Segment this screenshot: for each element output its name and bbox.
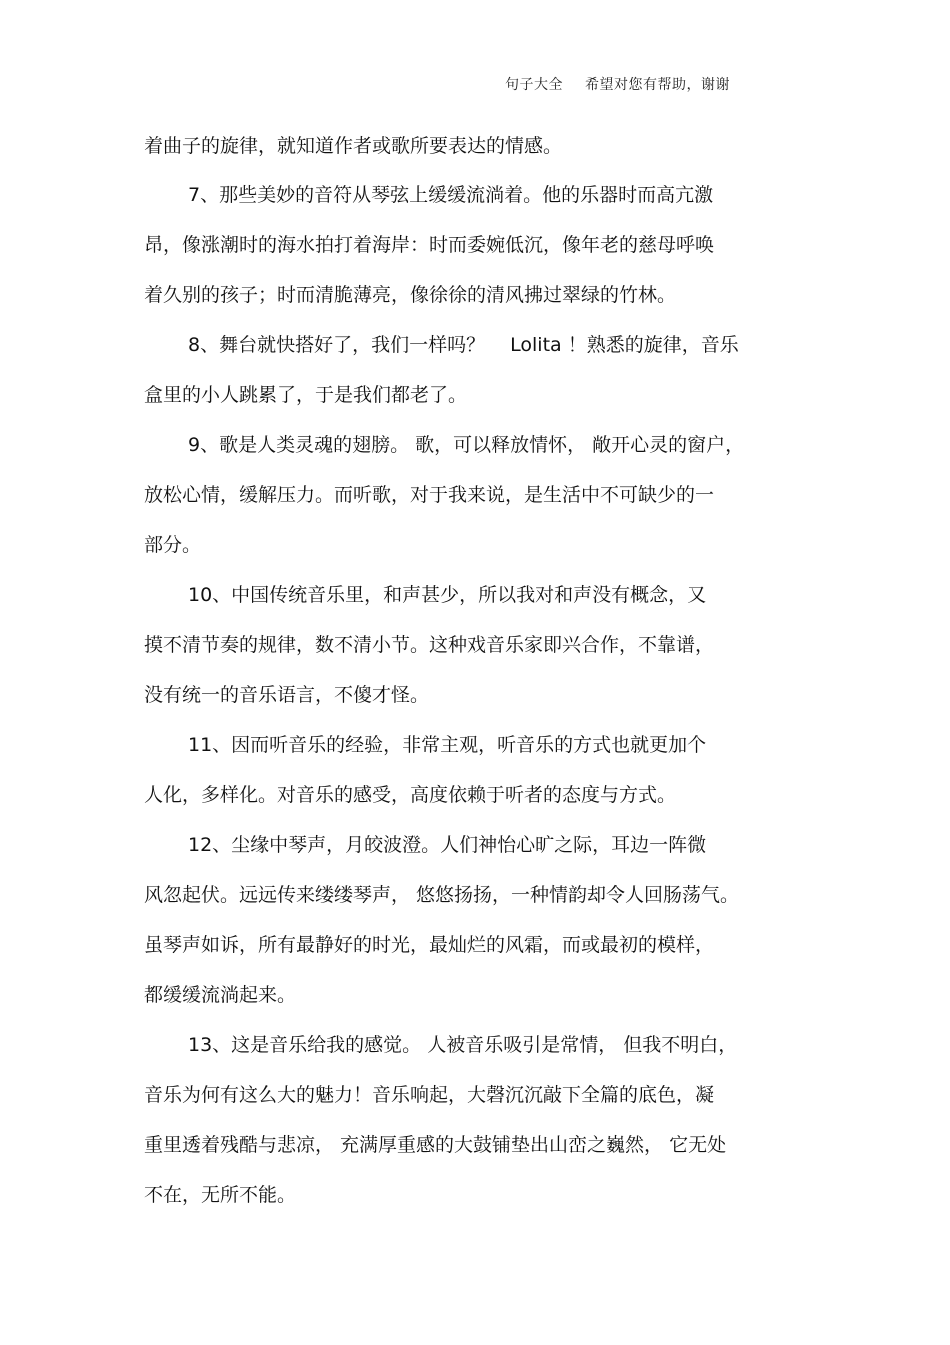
text-line: 重里透着残酷与悲凉， 充满厚重感的大鼓铺垫出山峦之巍然， 它无处 bbox=[144, 1134, 727, 1156]
text-line: 着久别的孩子；时而清脆薄亮，像徐徐的清风拂过翠绿的竹林。 bbox=[144, 284, 677, 306]
header-tagline: 希望对您有帮助，谢谢 bbox=[585, 77, 730, 93]
text-line: 摸不清节奏的规律，数不清小节。这种戏音乐家即兴合作，不靠谱， bbox=[144, 634, 715, 656]
text-line: 音乐为何有这么大的魅力！音乐响起，大磬沉沉敲下全篇的底色，凝 bbox=[144, 1084, 715, 1106]
text-line: 人化，多样化。对音乐的感受，高度依赖于听者的态度与方式。 bbox=[144, 784, 677, 806]
text-line: 不在，无所不能。 bbox=[144, 1184, 297, 1206]
text-line: 昂，像涨潮时的海水拍打着海岸：时而委婉低沉，像年老的慈母呼唤 bbox=[144, 234, 715, 256]
paragraph-13-line: 13、这是音乐给我的感觉。 人被音乐吸引是常情， 但我不明白， bbox=[188, 1034, 738, 1056]
paragraph-8-line: 8、舞台就快搭好了，我们一样吗？ Lolita ！熟悉的旋律，音乐 bbox=[188, 334, 739, 356]
paragraph-10-line: 10、中国传统音乐里，和声甚少，所以我对和声没有概念，又 bbox=[188, 584, 707, 606]
text-line: 都缓缓流淌起来。 bbox=[144, 984, 297, 1006]
text-line: 着曲子的旋律，就知道作者或歌所要表达的情感。 bbox=[144, 135, 563, 157]
text-line: 部分。 bbox=[144, 534, 202, 556]
text-line: 没有统一的音乐语言，不傻才怪。 bbox=[144, 684, 430, 706]
text-line: 盒里的小人跳累了，于是我们都老了。 bbox=[144, 384, 468, 406]
header-site-name: 句子大全 bbox=[505, 77, 563, 93]
paragraph-12-line: 12、尘缘中琴声，月皎波澄。人们神怡心旷之际，耳边一阵微 bbox=[188, 834, 707, 856]
text-line: 放松心情，缓解压力。而听歌，对于我来说，是生活中不可缺少的一 bbox=[144, 484, 715, 506]
paragraph-11-line: 11、因而听音乐的经验，非常主观，听音乐的方式也就更加个 bbox=[188, 734, 707, 756]
text-line: 虽琴声如诉，所有最静好的时光，最灿烂的风霜，而或最初的模样， bbox=[144, 934, 715, 956]
page-header bbox=[505, 74, 730, 94]
paragraph-9-line: 9、歌是人类灵魂的翅膀。 歌，可以释放情怀， 敞开心灵的窗户， bbox=[188, 434, 745, 456]
paragraph-7-line: 7、那些美妙的音符从琴弦上缓缓流淌着。他的乐器时而高亢激 bbox=[188, 184, 714, 206]
text-line: 风忽起伏。远远传来缕缕琴声， 悠悠扬扬，一种情韵却令人回肠荡气。 bbox=[144, 884, 740, 906]
